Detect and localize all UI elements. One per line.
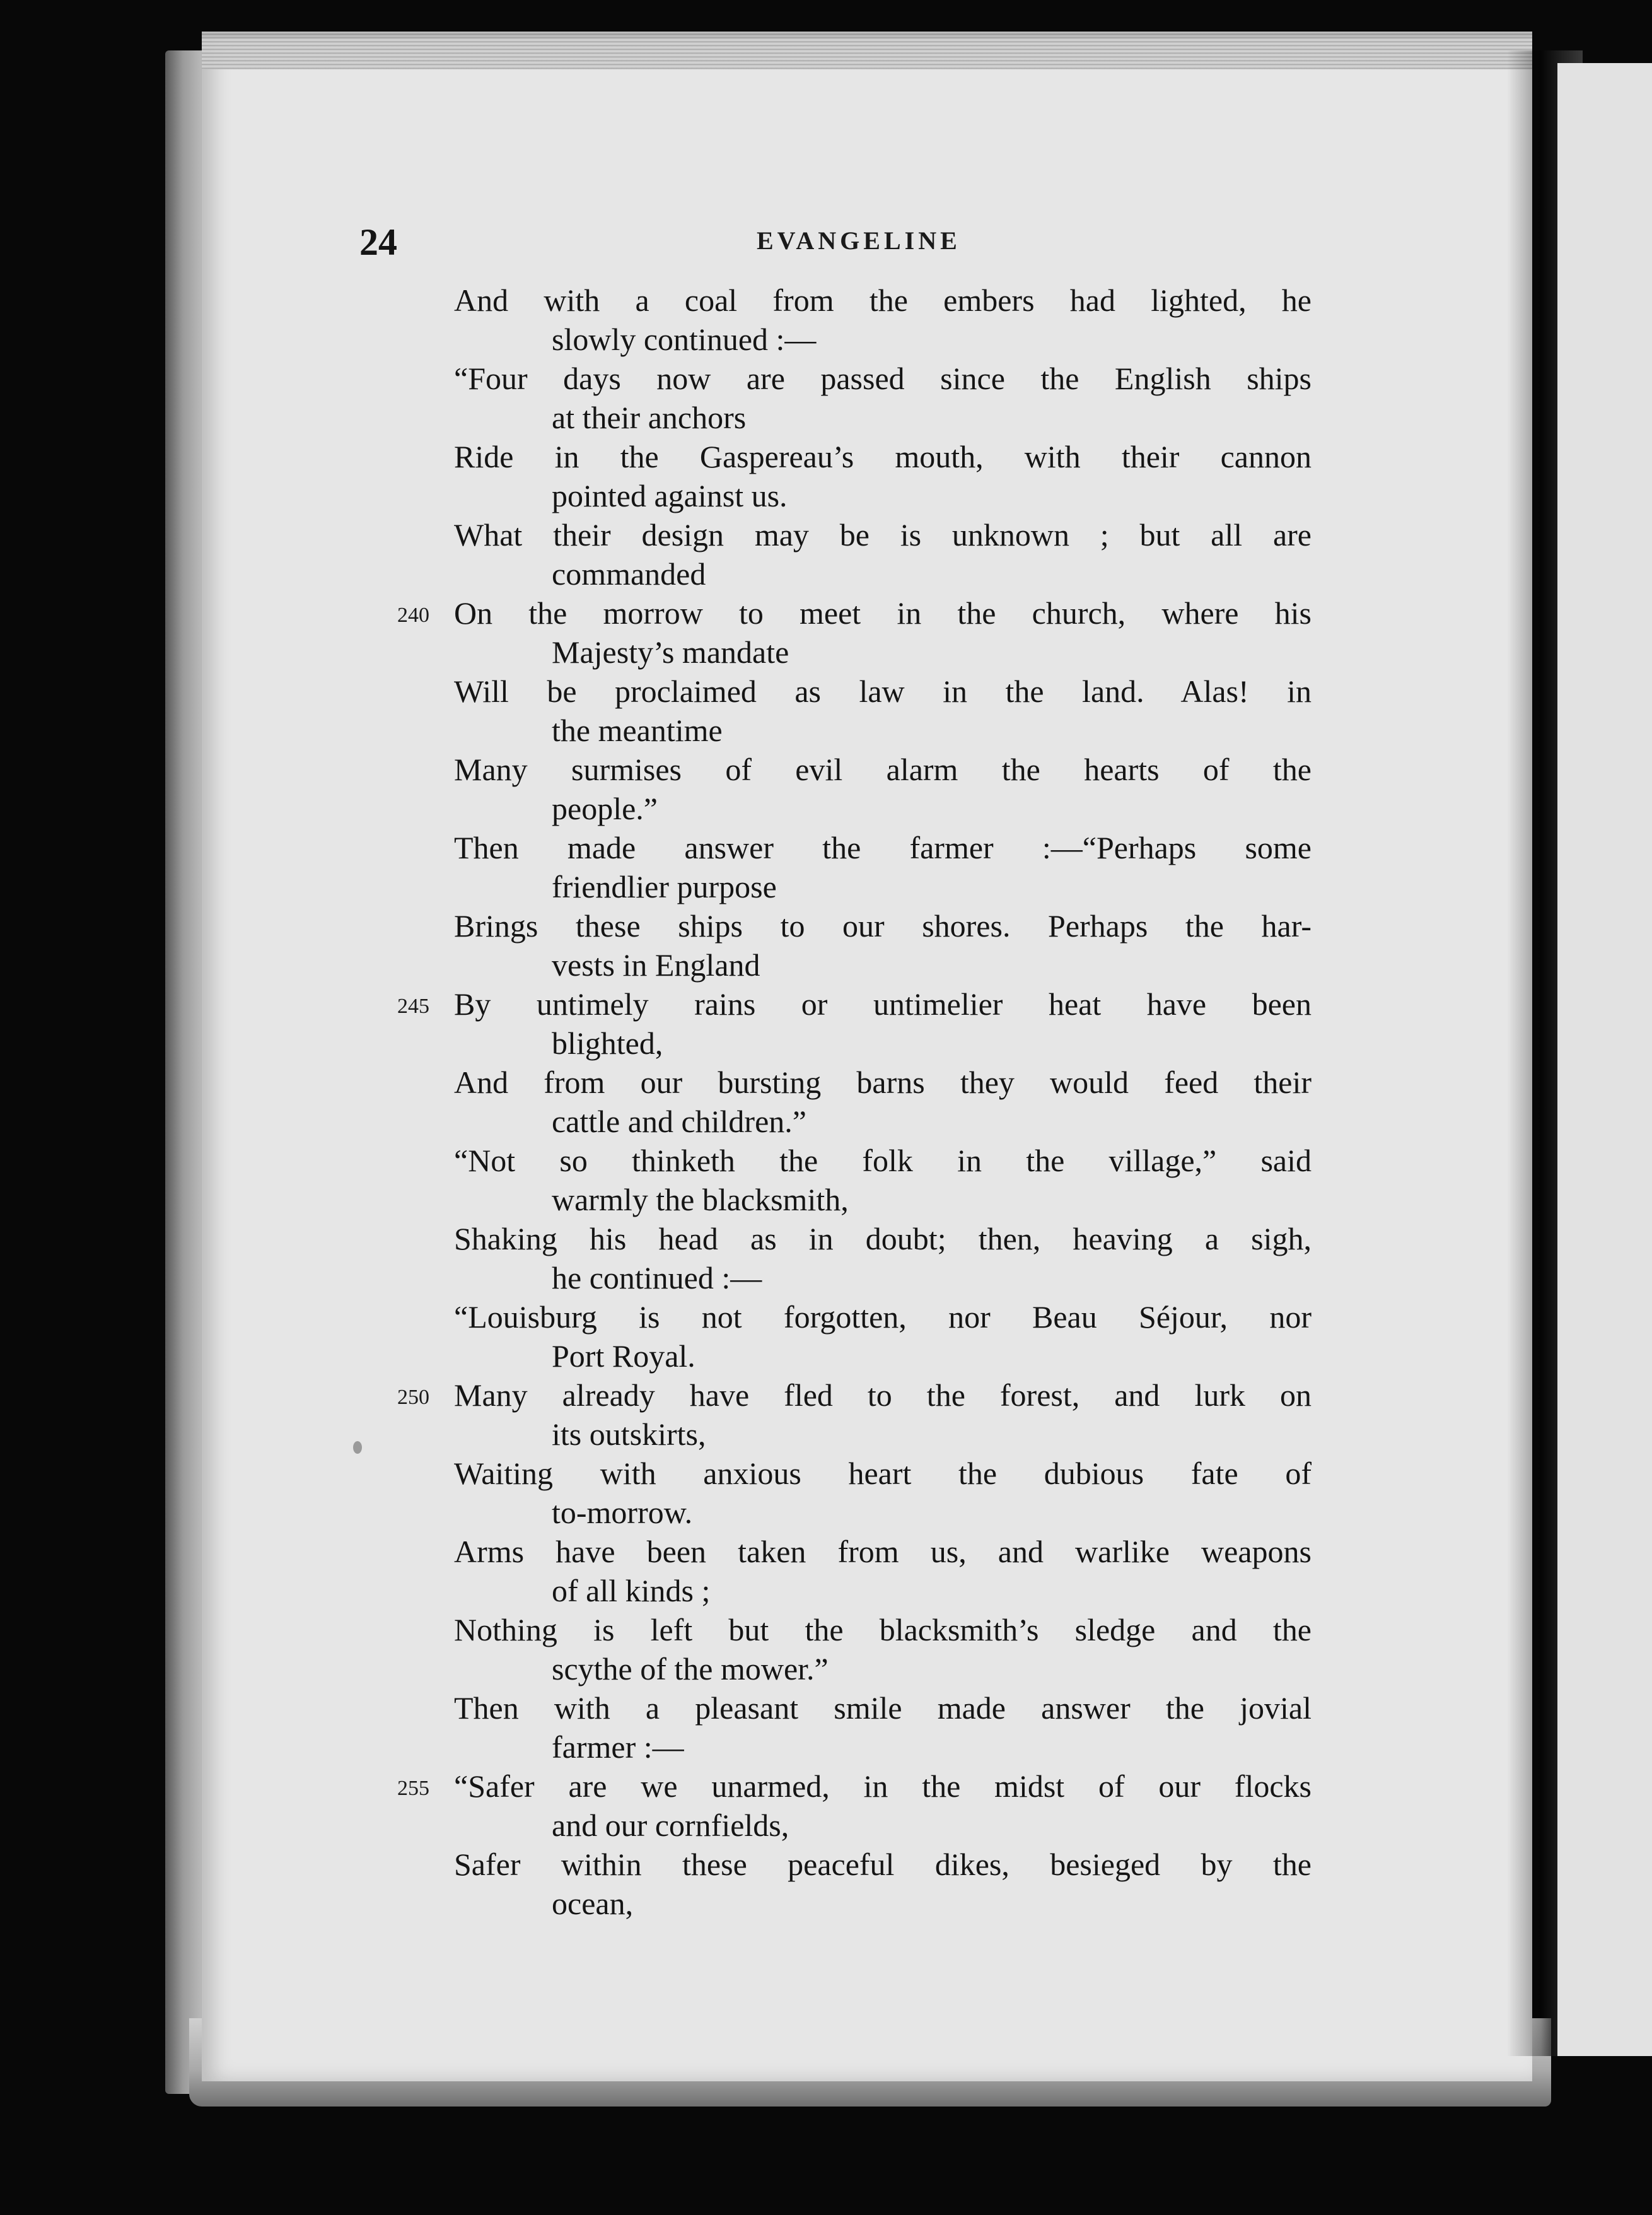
poem-line-text: Ride in the Gaspereau’s mouth, with their cannon	[454, 439, 1312, 474]
poem-line	[397, 672, 1312, 711]
poem-line	[397, 437, 1312, 476]
poem-line	[397, 1024, 1312, 1063]
page-top-edge	[202, 32, 1532, 69]
poem-line-text: On the morrow to meet in the church, where his	[454, 595, 1312, 631]
poem-line	[397, 1610, 1312, 1649]
poem-line-text: farmer :—	[552, 1729, 684, 1765]
poem-line-text: cattle and children.”	[552, 1104, 806, 1139]
poem-line	[397, 359, 1312, 398]
poem-line	[397, 1376, 1312, 1415]
poem-line-text: at their anchors	[552, 400, 747, 435]
poem-line	[397, 1806, 1312, 1845]
poem-line-text: Nothing is left but the blacksmith’s sledge and the	[454, 1612, 1312, 1647]
poem-line	[397, 593, 1312, 633]
poem-line-text: Port Royal.	[552, 1338, 695, 1374]
poem-line	[397, 1063, 1312, 1102]
poem-line	[397, 1336, 1312, 1376]
poem-line-text: friendlier purpose	[552, 869, 777, 904]
poem-line	[397, 1219, 1312, 1258]
poem-line	[397, 1727, 1312, 1767]
poem-line-text: he continued :—	[552, 1260, 762, 1295]
poem-line-text: pointed against us.	[552, 478, 788, 513]
poem-line	[397, 945, 1312, 985]
poem-line	[397, 1571, 1312, 1610]
line-number: 240	[397, 604, 429, 627]
poem-line-text: its outskirts,	[552, 1417, 706, 1452]
poem-line-text: vests in England	[552, 947, 760, 983]
poem-line-text: scythe of the mower.”	[552, 1651, 829, 1686]
poem-line-text: people.”	[552, 791, 658, 826]
poem-line-text: Then with a pleasant smile made answer the jovial	[454, 1690, 1312, 1726]
poem-line-text: Arms have been taken from us, and warlike weapons	[454, 1534, 1312, 1569]
poem-line	[397, 1180, 1312, 1219]
poem-line	[397, 711, 1312, 750]
poem-line	[397, 1297, 1312, 1336]
poem-line-text: Then made answer the farmer :—“Perhaps some	[454, 830, 1312, 865]
poem-line-text: Many already have fled to the forest, and lurk on	[454, 1377, 1312, 1413]
line-number: 245	[397, 995, 429, 1018]
poem-line	[397, 985, 1312, 1024]
poem-line-text: the meantime	[552, 713, 723, 748]
poem-line	[397, 515, 1312, 554]
poem-line-text: and our cornfields,	[552, 1808, 789, 1843]
line-number: 250	[397, 1386, 429, 1409]
poem-line	[397, 906, 1312, 945]
poem-line-text: Majesty’s mandate	[552, 634, 789, 670]
poem-line	[397, 789, 1312, 828]
poem-line-text: ocean,	[552, 1886, 634, 1921]
poem-line-text: Waiting with anxious heart the dubious fate of	[454, 1456, 1312, 1491]
poem-line-text: to-morrow.	[552, 1495, 693, 1530]
poem-line-text: “Safer are we unarmed, in the midst of our flocks	[454, 1768, 1312, 1804]
paper-speck	[353, 1441, 362, 1454]
poem-line	[397, 320, 1312, 359]
facing-page-edge	[1557, 63, 1652, 2056]
poem-line	[397, 1688, 1312, 1727]
poem-line	[397, 750, 1312, 789]
poem-line-text: And from our bursting barns they would feed their	[454, 1065, 1312, 1100]
poem-line-text: Safer within these peaceful dikes, besieged by the	[454, 1847, 1312, 1882]
poem-line-text: By untimely rains or untimelier heat have been	[454, 986, 1312, 1022]
poem-line-text: “Louisburg is not forgotten, nor Beau Séjour, nor	[454, 1299, 1312, 1335]
poem-line-text: commanded	[552, 556, 706, 592]
poem-line	[397, 1649, 1312, 1688]
poem-line	[397, 281, 1312, 320]
poem-line	[397, 554, 1312, 593]
poem-line	[397, 1767, 1312, 1806]
poem-text-block	[397, 281, 1312, 1923]
poem-line	[397, 867, 1312, 906]
poem-line	[397, 1454, 1312, 1493]
poem-line	[397, 1532, 1312, 1571]
poem-line	[397, 828, 1312, 867]
poem-line	[397, 398, 1312, 437]
poem-line	[397, 1102, 1312, 1141]
poem-line	[397, 476, 1312, 515]
poem-line-text: Shaking his head as in doubt; then, heaving a sigh,	[454, 1221, 1312, 1256]
poem-line	[397, 633, 1312, 672]
poem-line	[397, 1141, 1312, 1180]
poem-line-text: What their design may be is unknown ; but all are	[454, 517, 1312, 552]
line-number: 255	[397, 1777, 429, 1800]
poem-line	[397, 1884, 1312, 1923]
poem-line	[397, 1258, 1312, 1297]
poem-line-text: blighted,	[552, 1026, 663, 1061]
running-head: EVANGELINE	[757, 226, 961, 255]
poem-line-text: “Four days now are passed since the English ships	[454, 361, 1312, 396]
poem-line-text: Many surmises of evil alarm the hearts of the	[454, 752, 1312, 787]
poem-line-text: warmly the blacksmith,	[552, 1182, 849, 1217]
poem-line-text: of all kinds ;	[552, 1573, 711, 1608]
poem-line-text: And with a coal from the embers had lighted, he	[454, 283, 1312, 318]
poem-line	[397, 1493, 1312, 1532]
poem-line-text: Will be proclaimed as law in the land. Alas! in	[454, 674, 1312, 709]
poem-line	[397, 1845, 1312, 1884]
poem-line-text: Brings these ships to our shores. Perhaps the har-	[454, 908, 1312, 944]
poem-line-text: slowly continued :—	[552, 322, 817, 357]
page-number: 24	[359, 221, 397, 263]
poem-line-text: “Not so thinketh the folk in the village,” said	[454, 1143, 1312, 1178]
poem-line	[397, 1415, 1312, 1454]
